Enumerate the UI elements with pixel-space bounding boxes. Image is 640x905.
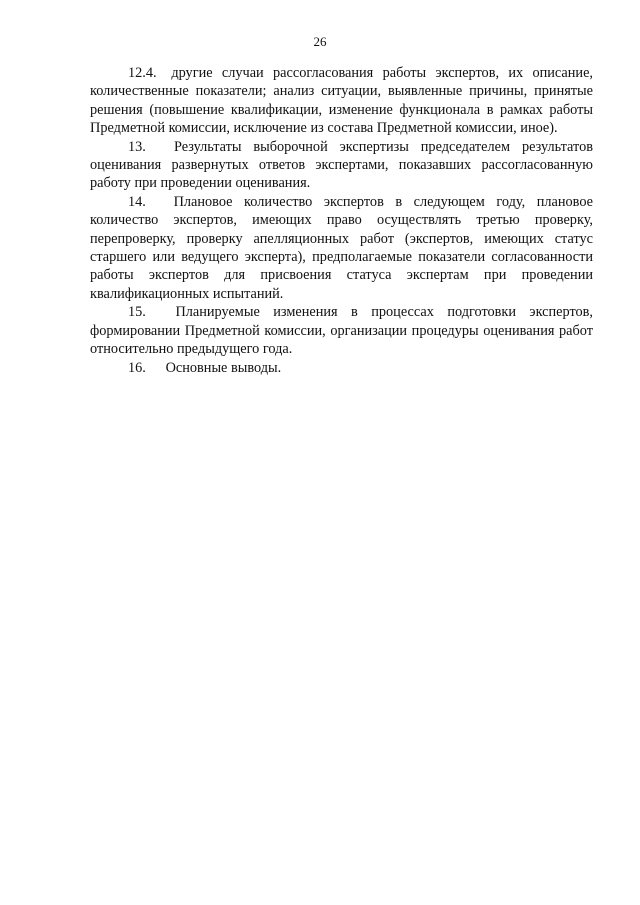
paragraph-number: 12.4. xyxy=(128,65,157,81)
paragraph-text: Результаты выборочной экспертизы председателем результатов оценивания развернутых ответов экспертами, показавших рассогласованную работу при проведении оценивания. xyxy=(90,138,593,192)
page-number: 26 xyxy=(313,34,327,49)
paragraph-number: 15. xyxy=(128,304,146,321)
page-body xyxy=(90,64,593,377)
paragraph-number: 13. xyxy=(128,138,146,155)
paragraph-13 xyxy=(90,138,593,193)
paragraph-number: 16. xyxy=(128,359,146,376)
paragraph-text: Основные выводы. xyxy=(165,359,282,376)
paragraph-text: Планируемые изменения в процессах подготовки экспертов, формировании Предметной комиссии, организации процедуры оценивания работ относительно предыдущего года. xyxy=(90,304,593,358)
paragraph-12-4 xyxy=(90,64,593,138)
paragraph-text: Плановое количество экспертов в следующем году, плановое количество экспертов, имеющих право осуществлять третью проверку, перепроверку, проверку апелляционных работ (экспертов, имеющих статус старшего или ведущего эксперта), предполагаемые показатели согласованности работы экспертов для присвоения статуса экспертам при проведении квалификационных испытаний. xyxy=(90,193,593,302)
paragraph-15 xyxy=(90,303,593,358)
paragraph-14 xyxy=(90,193,593,303)
paragraph-16 xyxy=(90,359,593,377)
paragraph-text: другие случаи рассогласования работы экспертов, их описание, количественные показатели; анализ ситуации, выявленные причины, принятые решения (повышение квалификации, изменение функционала в рамках работы Предметной комиссии, исключение из состава Предметной комиссии, иное). xyxy=(90,65,594,137)
paragraph-number: 14. xyxy=(128,193,146,210)
